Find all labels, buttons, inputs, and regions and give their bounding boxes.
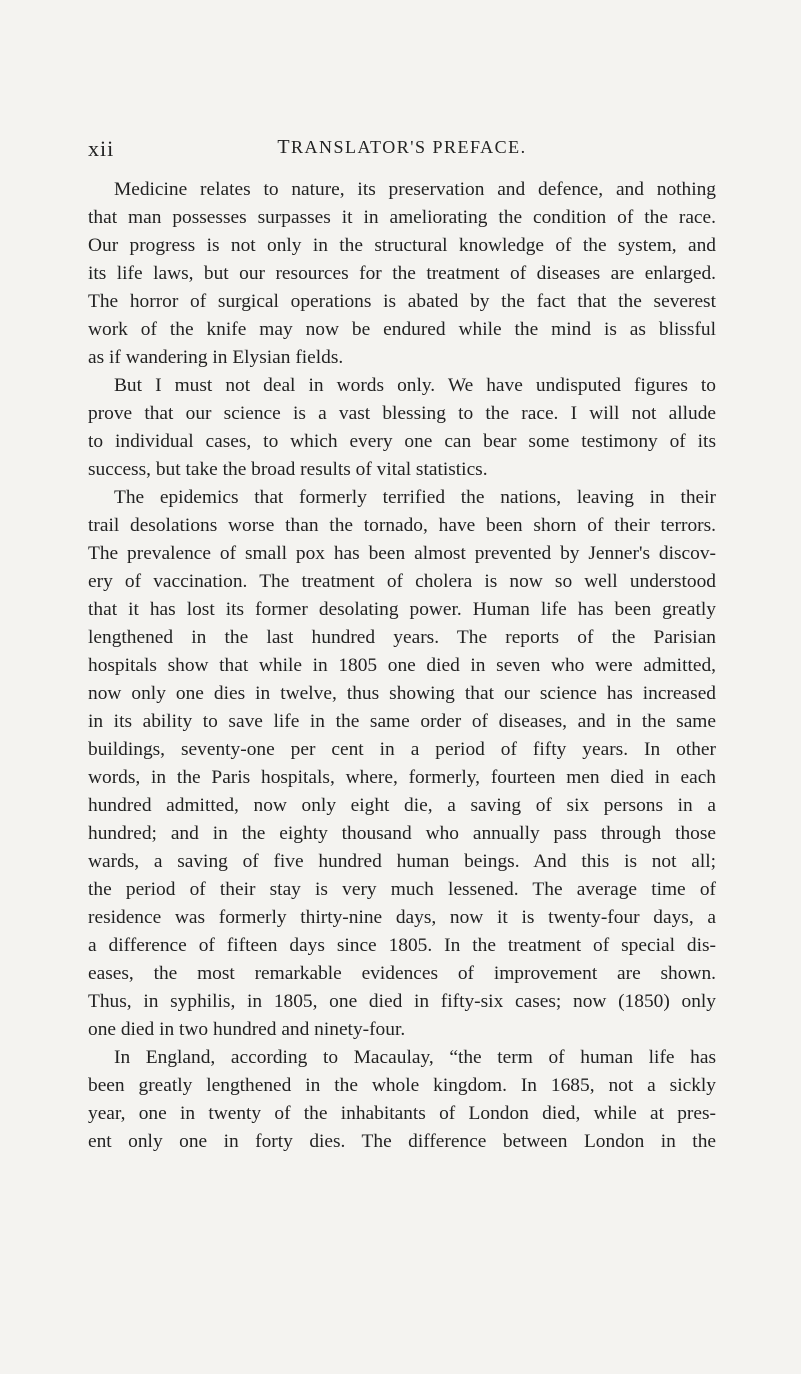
text-line: to individual cases, to which every one can bear some testimony of its [88, 431, 716, 452]
text-line: ent only one in forty dies. The difference between London in the [88, 1131, 716, 1152]
text-line: eases, the most remarkable evidences of improvement are shown. [88, 963, 716, 984]
text-line: Our progress is not only in the structural knowledge of the system, and [88, 235, 716, 256]
text-line: in its ability to save life in the same order of diseases, and in the same [88, 711, 716, 732]
text-line: lengthened in the last hundred years. The reports of the Parisian [88, 627, 716, 648]
text-line: year, one in twenty of the inhabitants of London died, while at pres- [88, 1103, 716, 1124]
body-text [88, 176, 716, 1156]
text-line: hundred admitted, now only eight die, a saving of six persons in a [88, 795, 716, 816]
text-line: a difference of fifteen days since 1805. In the treatment of special dis- [88, 935, 716, 956]
text-line: its life laws, but our resources for the treatment of diseases are enlarged. [88, 263, 716, 284]
text-line: The epidemics that formerly terrified the nations, leaving in their [114, 487, 716, 508]
text-line: as if wandering in Elysian fields. [88, 347, 344, 368]
text-line: words, in the Paris hospitals, where, formerly, fourteen men died in each [88, 767, 716, 788]
text-line: The prevalence of small pox has been almost prevented by Jenner's discov- [88, 543, 716, 564]
text-line: residence was formerly thirty-nine days, now it is twenty-four days, a [88, 907, 716, 928]
text-line: hospitals show that while in 1805 one died in seven who were admitted, [88, 655, 716, 676]
page-number: xii [88, 136, 115, 161]
text-line: now only one dies in twelve, thus showing that our science has increased [88, 683, 716, 704]
text-line: trail desolations worse than the tornado, have been shorn of their terrors. [88, 515, 716, 536]
text-line: been greatly lengthened in the whole kingdom. In 1685, not a sickly [88, 1075, 716, 1096]
text-line: But I must not deal in words only. We have undisputed figures to [114, 375, 716, 396]
text-line: work of the knife may now be endured while the mind is as blissful [88, 319, 716, 340]
text-line: buildings, seventy-one per cent in a period of fifty years. In other [88, 739, 716, 760]
running-title: TRANSLATOR'S PREFACE. [277, 136, 527, 158]
text-line: success, but take the broad results of vital statistics. [88, 459, 488, 480]
page-header [88, 136, 716, 164]
text-line: Medicine relates to nature, its preservation and defence, and nothing [114, 179, 716, 200]
text-line: In England, according to Macaulay, “the term of human life has [114, 1047, 716, 1068]
text-line: The horror of surgical operations is abated by the fact that the severest [88, 291, 716, 312]
text-line: prove that our science is a vast blessing to the race. I will not allude [88, 403, 716, 424]
text-line: hundred; and in the eighty thousand who annually pass through those [88, 823, 716, 844]
text-line: ery of vaccination. The treatment of cholera is now so well understood [88, 571, 716, 592]
text-line: that it has lost its former desolating power. Human life has been greatly [88, 599, 716, 620]
text-line: Thus, in syphilis, in 1805, one died in fifty-six cases; now (1850) only [88, 991, 716, 1012]
text-line: one died in two hundred and ninety-four. [88, 1019, 406, 1040]
text-line: that man possesses surpasses it in ameliorating the condition of the race. [88, 207, 716, 228]
text-line: the period of their stay is very much lessened. The average time of [88, 879, 716, 900]
text-line: wards, a saving of five hundred human beings. And this is not all; [88, 851, 716, 872]
